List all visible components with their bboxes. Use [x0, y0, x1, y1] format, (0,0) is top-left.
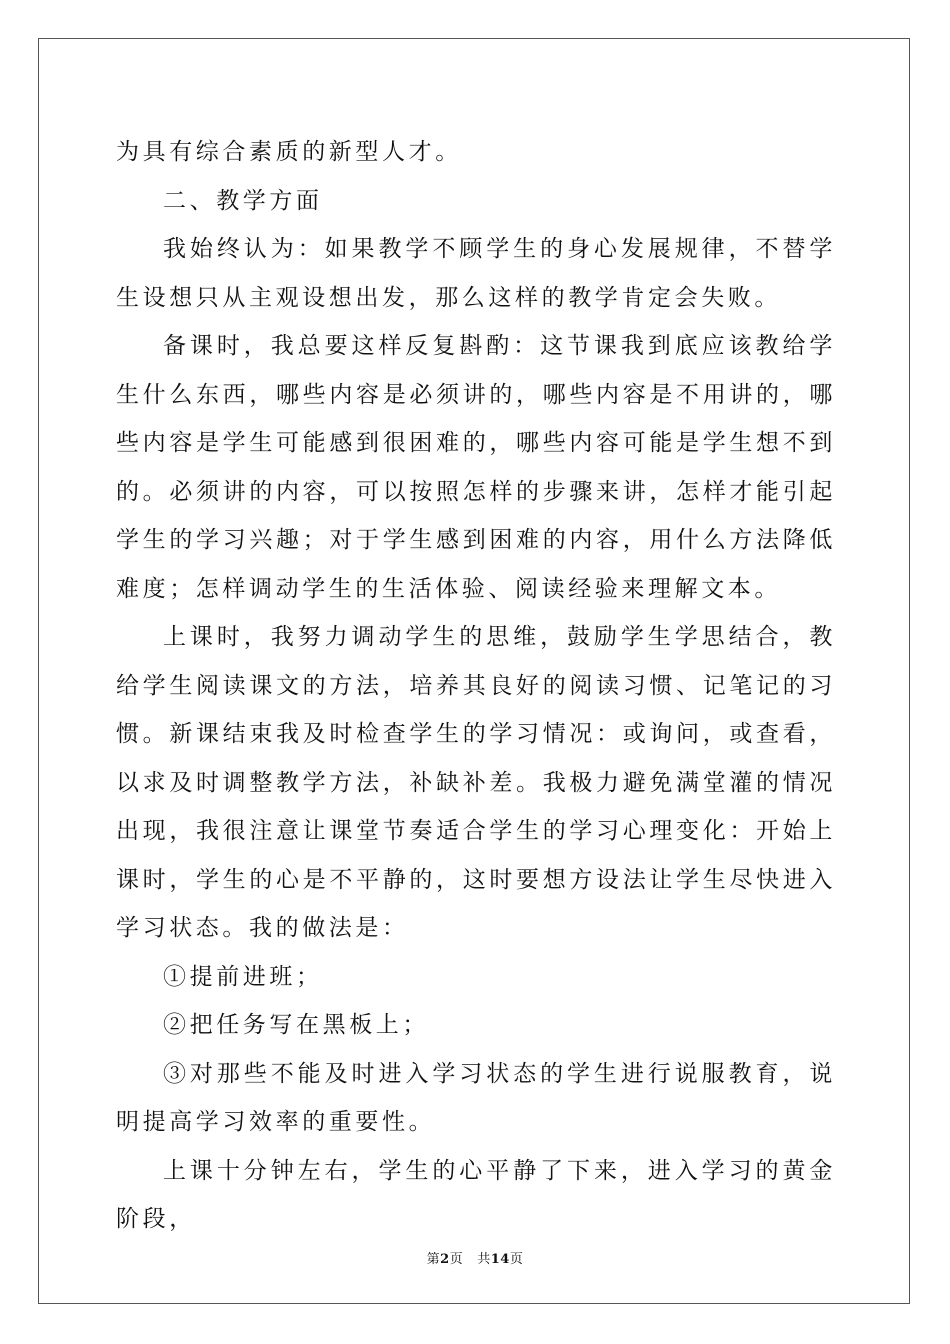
paragraph: 上课十分钟左右，学生的心平静了下来，进入学习的黄金阶段，: [116, 1157, 836, 1232]
page-footer: [0, 1248, 950, 1267]
page-number: 2: [440, 1252, 450, 1267]
total-prefix: 共: [477, 1252, 491, 1267]
total-suffix: 页: [509, 1252, 524, 1267]
list-item: ③对那些不能及时进入学习状态的学生进行说服教育，说明提高学习效率的重要性。: [116, 1060, 836, 1135]
paragraph: 我始终认为：如果教学不顾学生的身心发展规律，不替学生设想只从主观设想出发，那么这样的教学肯定会失败。: [116, 236, 836, 311]
paragraph: 备课时，我总要这样反复斟酌：这节课我到底应该教给学生什么东西，哪些内容是必须讲的，哪些内容是不用讲的，哪些内容是学生可能感到很困难的，哪些内容可能是学生想不到的。必须讲的内容，可以按照怎样的步骤来讲，怎样才能引起学生的学习兴趣；对于学生感到困难的内容，用什么方法降低难度；怎样调动学生的生活体验、阅读经验来理解文本。: [116, 333, 836, 602]
document-body: [116, 128, 836, 1244]
page-suffix: 页: [449, 1252, 464, 1267]
page-prefix: 第: [426, 1252, 441, 1267]
list-item: ②把任务写在黑板上；: [163, 1012, 429, 1038]
section-heading: 二、教学方面: [163, 187, 323, 214]
list-item: ①提前进班；: [163, 963, 323, 990]
paragraph: 上课时，我努力调动学生的思维，鼓励学生学思结合，教给学生阅读课文的方法，培养其良好的阅读习惯、记笔记的习惯。新课结束我及时检查学生的学习情况：或询问，或查看，以求及时调整教学方法，补缺补差。我极力避免满堂灌的情况出现，我很注意让课堂节奏适合学生的学习心理变化：开始上课时，学生的心是不平静的，这时要想方设法让学生尽快进入学习状态。我的做法是：: [116, 624, 836, 941]
paragraph: 为具有综合素质的新型人才。: [116, 139, 462, 165]
total-pages: 14: [490, 1252, 510, 1267]
